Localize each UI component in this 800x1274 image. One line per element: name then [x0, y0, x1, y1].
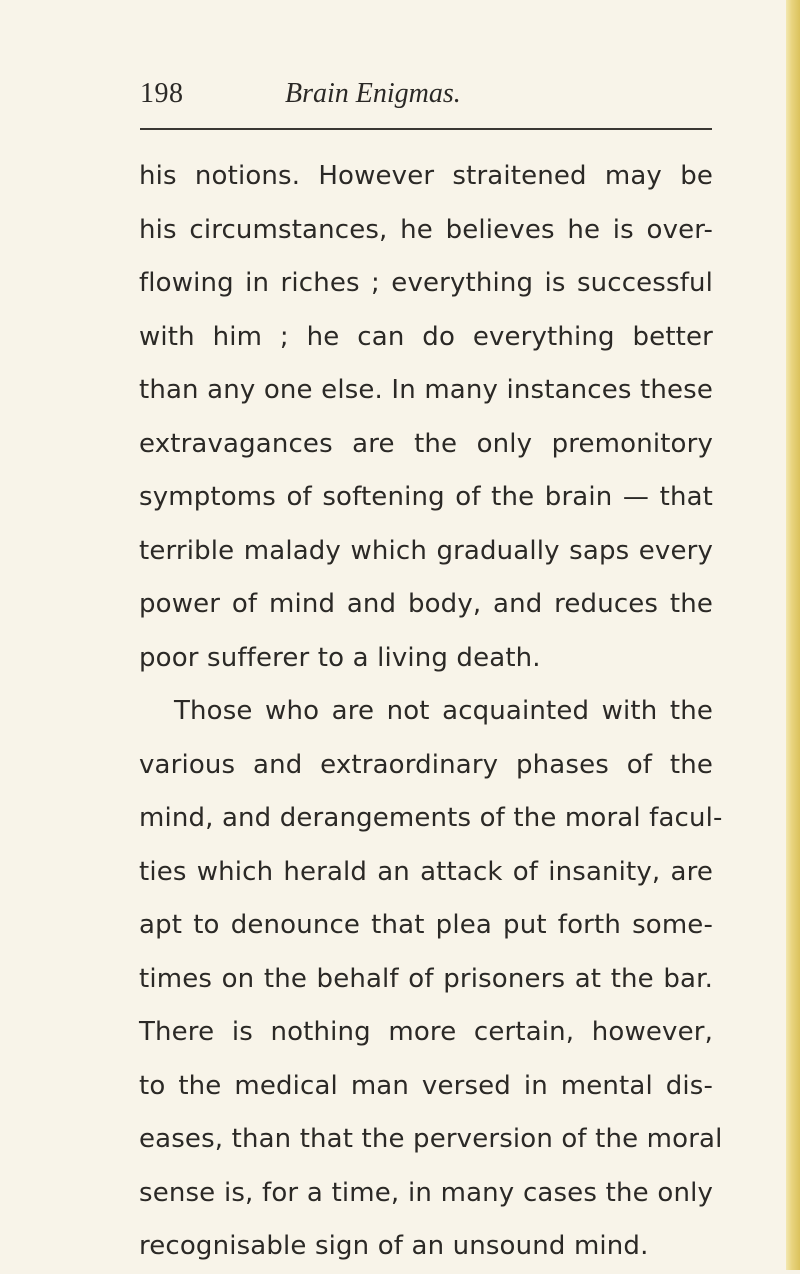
- text-line: his circumstances, he believes he is over-: [139, 214, 713, 245]
- text-line: There is nothing more certain, however,: [139, 1017, 713, 1047]
- body-text: [139, 150, 723, 1274]
- text-line: sense is, for a time, in many cases the only: [139, 1177, 713, 1208]
- page-edge: [786, 0, 800, 1270]
- text-line: recognisable sign of an unsound mind.: [139, 1231, 649, 1261]
- text-line: than any one else. In many instances these: [139, 375, 713, 405]
- header-rule: [140, 128, 712, 130]
- text-line: apt to denounce that plea put forth some-: [139, 910, 713, 940]
- text-line: symptoms of softening of the brain — that: [139, 482, 713, 512]
- text-line: power of mind and body, and reduces the: [139, 589, 713, 619]
- text-line: eases, than that the perversion of the moral: [139, 1124, 723, 1154]
- paragraph-start-line: Those who are not acquainted with the: [174, 696, 713, 726]
- text-line: flowing in riches ; everything is successful: [139, 268, 713, 298]
- running-title: Brain Enigmas.: [285, 78, 461, 109]
- text-line: to the medical man versed in mental dis-: [139, 1070, 713, 1101]
- text-line: extravagances are the only premonitory: [139, 428, 713, 459]
- text-line: with him ; he can do everything better: [139, 321, 713, 352]
- text-line: mind, and derangements of the moral facul-: [139, 803, 723, 833]
- text-line: his notions. However straitened may be: [139, 161, 713, 191]
- text-line: poor sufferer to a living death.: [139, 642, 541, 673]
- text-line: ties which herald an attack of insanity, are: [139, 856, 713, 887]
- page-number: 198: [140, 78, 184, 109]
- text-line: terrible malady which gradually saps every: [139, 535, 713, 566]
- page-header: [0, 0, 800, 140]
- text-line: times on the behalf of prisoners at the bar.: [139, 963, 713, 994]
- text-line: various and extraordinary phases of the: [139, 749, 713, 780]
